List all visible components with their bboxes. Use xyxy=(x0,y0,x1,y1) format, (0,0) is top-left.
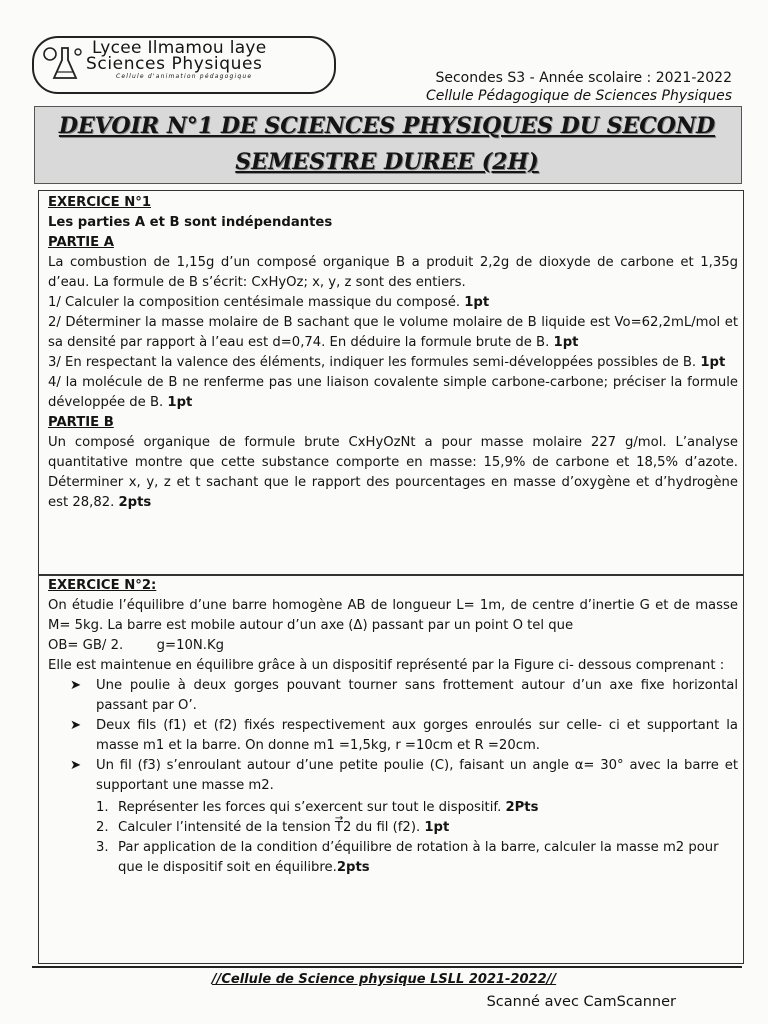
question-a2: 2/ Déterminer la masse molaire de B sachant que le volume molaire de B liquide est Vo=62,2mL/mol et sa densité par rapport à l’eau est d=0,74. En déduire la formule brute de B. 1pt xyxy=(48,315,738,350)
question-item: 3. Par application de la condition d’équilibre de rotation à la barre, calculer la masse m2 pour que le dispositif soit en équilibre.2pts xyxy=(96,840,719,875)
arrow-bullet-icon: ➤ xyxy=(70,758,82,773)
points: 1pt xyxy=(553,335,579,350)
list-item: ➤ Deux fils (f1) et (f2) fixés respectivement aux gorges enroulés sur celle- ci et supportant la masse m1 et la barre. On donne m1 =1,5kg, r =10cm et R =20cm. xyxy=(70,718,738,753)
footer-text: //Cellule de Science physique LSLL 2021-2022// xyxy=(211,972,557,987)
question-item: 1. Représenter les forces qui s’exercent sur tout le dispositif. 2Pts xyxy=(96,800,539,815)
pedagogic-cell: Cellule Pédagogique de Sciences Physiques xyxy=(426,88,732,104)
part-b-statement: Un composé organique de formule brute CxHyOzNt a pour masse molaire 227 g/mol. L’analyse quantitative montre que cette substance comporte en masse: 15,9% de carbone et 18,5% d’azote. Déterminer x, y, z et t sachant que le rapport des pourcentages en masse d’oxygène et d’hydrogène est 28,82. 2pts xyxy=(48,435,738,510)
device-list xyxy=(48,676,738,796)
exercise-1 xyxy=(48,193,738,513)
question-a1: 1/ Calculer la composition centésimale massique du composé. 1pt xyxy=(48,295,490,310)
exercise-2-heading: EXERCICE N°2: xyxy=(48,578,157,593)
points: 2Pts xyxy=(505,800,539,815)
logo-subject: Sciences Physiques xyxy=(86,54,263,74)
list-item: ➤ Un fil (f3) s’enroulant autour d’une petite poulie (C), faisant un angle α= 30° avec la barre et supportant une masse m2. xyxy=(70,758,738,793)
title-line-1: DEVOIR N°1 DE SCIENCES PHYSIQUES DU SECOND xyxy=(58,113,716,139)
question-list xyxy=(48,798,738,878)
question-a4: 4/ la molécule de B ne renferme pas une liaison covalente simple carbone-carbone; préciser la formule développée de B. 1pt xyxy=(48,375,738,410)
exercise-2-device: Elle est maintenue en équilibre grâce à un dispositif représenté par la Figure ci- dessous comprenant : xyxy=(48,658,725,673)
arrow-bullet-icon: ➤ xyxy=(70,678,82,693)
part-a-statement: La combustion de 1,15g d’un composé organique B a produit 2,2g de dioxyde de carbone et 1,35g d’eau. La formule de B s’écrit: CxHyOz; x, y, z sont des entiers. xyxy=(48,255,738,290)
points: 2pts xyxy=(336,860,370,875)
question-item: 2. Calculer l’intensité de la tension → T2 du fil (f2). 1pt xyxy=(48,818,738,838)
tension-vector: → T2 xyxy=(335,818,351,838)
exercise-1-intro: Les parties A et B sont indépendantes xyxy=(48,215,333,230)
exercise-1-heading: EXERCICE N°1 xyxy=(48,195,152,210)
exercise-2-given: OB= GB/ 2. g=10N.Kg xyxy=(48,638,224,653)
page-title xyxy=(34,108,740,180)
footer-divider xyxy=(32,966,742,968)
scanner-watermark: Scanné avec CamScanner xyxy=(486,994,676,1010)
part-b-heading: PARTIE B xyxy=(48,415,114,430)
class-year: Secondes S3 - Année scolaire : 2021-2022 xyxy=(435,70,732,86)
points: 1pt xyxy=(700,355,726,370)
points: 1pt xyxy=(424,820,450,835)
points: 1pt xyxy=(464,295,490,310)
exercise-2-intro: On étudie l’équilibre d’une barre homogène AB de longueur L= 1m, de centre d’inertie G et de masse M= 5kg. La barre est mobile autour d’un axe (Δ) passant par un point O tel que xyxy=(48,598,738,633)
logo-school-name: Lycee Ilmamou laye xyxy=(92,38,267,58)
points: 1pt xyxy=(167,395,193,410)
list-item: ➤ Une poulie à deux gorges pouvant tourner sans frottement autour d’un axe fixe horizontal passant par O’. xyxy=(70,678,738,713)
part-a-heading: PARTIE A xyxy=(48,235,114,250)
arrow-bullet-icon: ➤ xyxy=(70,718,82,733)
question-a3: 3/ En respectant la valence des éléments, indiquer les formules semi-développées possibles de B. 1pt xyxy=(48,355,726,370)
exercise-2 xyxy=(48,576,738,878)
title-line-2: SEMESTRE DUREE (2H) xyxy=(235,149,539,175)
logo-tagline: Cellule d'animation pédagogique xyxy=(116,73,253,80)
flask-logo-icon xyxy=(40,44,88,84)
points: 2pts xyxy=(118,495,152,510)
